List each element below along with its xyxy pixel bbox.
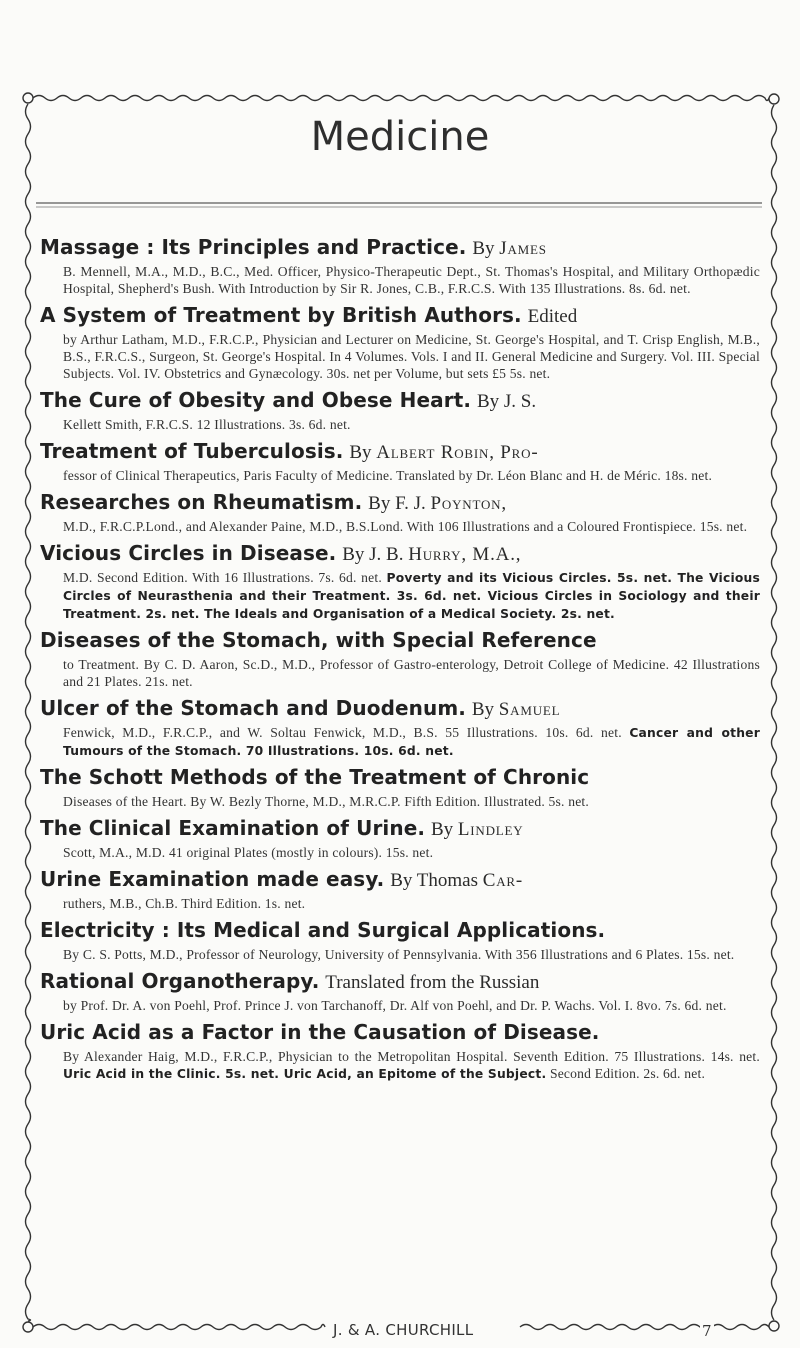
- book-entry: [40, 967, 760, 1015]
- book-by: By J. S.: [476, 391, 537, 412]
- book-description: by Prof. Dr. A. von Poehl, Prof. Prince J. von Tarchanoff, Dr. Alf von Poehl, and Dr. P. Wachs. Vol. I. 8vo. 7s. 6d. net.: [63, 998, 727, 1013]
- book-title: Massage : Its Principles and Practice.: [40, 235, 467, 259]
- related-edition: Second Edition. 2s. 6d. net.: [549, 1066, 706, 1081]
- book-description: Scott, M.A., M.D. 41 original Plates (mostly in colours). 15s. net.: [63, 845, 434, 860]
- page-number: 7: [702, 1322, 712, 1340]
- book-entry: [40, 626, 760, 691]
- book-description: By C. S. Potts, M.D., Professor of Neurology, University of Pennsylvania. With 356 Illustrations and 6 Plates. 15s. net.: [63, 947, 735, 962]
- corner-ornament-bottom-left: [23, 1322, 33, 1332]
- book-title: Urine Examination made easy.: [40, 867, 385, 891]
- wavy-border-right: [772, 105, 777, 1320]
- book-author: Albert Robin, Pro-: [376, 442, 539, 463]
- book-by: By J. B.: [342, 544, 409, 565]
- related-titles: Cancer and other Tumours of the Stomach. 70 Illustrations. 10s. 6d. net.: [63, 726, 760, 758]
- book-title: Uric Acid as a Factor in the Causation of Disease.: [40, 1020, 600, 1044]
- book-entry: [40, 301, 760, 383]
- book-description: M.D., F.R.C.P.Lond., and Alexander Paine, M.D., B.S.Lond. With 106 Illustrations and a Coloured Frontispiece. 15s. net.: [63, 519, 748, 534]
- book-by: Translated from the Russian: [325, 972, 540, 993]
- book-author: Lindley: [457, 819, 524, 840]
- corner-ornament-bottom-right: [769, 1321, 779, 1331]
- book-by: By: [471, 699, 499, 720]
- book-entry: [40, 233, 760, 298]
- book-description: Diseases of the Heart. By W. Bezly Thorne, M.D., M.R.C.P. Fifth Edition. Illustrated. 5s. net.: [63, 794, 590, 809]
- related-titles: Poverty and its Vicious Circles. 5s. net. The Vicious Circles of Neurasthenia and their Treatment. 3s. 6d. net. Vicious Circles in Sociology and their Treatment. 2s. net. The Ideals and Organisation of a Medical Society. 2s. net.: [63, 571, 760, 621]
- book-entry: [40, 763, 760, 811]
- wavy-border-bottom-right: [520, 1325, 769, 1330]
- book-entry: [40, 1018, 760, 1083]
- book-entry: [40, 386, 760, 434]
- book-entry: [40, 488, 760, 536]
- book-by: By: [349, 442, 377, 463]
- book-description: B. Mennell, M.A., M.D., B.C., Med. Officer, Physico-Therapeutic Dept., St. Thomas's Hospital, and Military Orthopædic Hospital, Shepherd's Bush. With Introduction by Sir R. Jones, C.B., F.R.C.S. With 135 Illustrations. 8s. 6d. net.: [63, 264, 760, 296]
- corner-ornament-top-left: [23, 93, 33, 103]
- book-entry: [40, 694, 760, 760]
- book-author: James: [499, 238, 547, 259]
- book-entry: [40, 437, 760, 485]
- book-author: Samuel: [498, 699, 561, 720]
- wavy-border-top: [33, 96, 769, 101]
- book-title: Researches on Rheumatism.: [40, 490, 363, 514]
- book-title: Ulcer of the Stomach and Duodenum.: [40, 696, 466, 720]
- book-author: Hurry, M.A.,: [408, 544, 522, 565]
- book-title: Electricity : Its Medical and Surgical Applications.: [40, 918, 606, 942]
- book-description: Kellett Smith, F.R.C.S. 12 Illustrations. 3s. 6d. net.: [63, 417, 351, 432]
- corner-ornament-top-right: [769, 94, 779, 104]
- book-description: By Alexander Haig, M.D., F.R.C.P., Physician to the Metropolitan Hospital. Seventh Edition. 75 Illustrations. 14s. net.: [63, 1049, 760, 1064]
- book-author: Poynton,: [430, 493, 507, 514]
- book-description: ruthers, M.B., Ch.B. Third Edition. 1s. net.: [63, 896, 306, 911]
- book-title: The Cure of Obesity and Obese Heart.: [40, 388, 472, 412]
- book-author: Car-: [482, 870, 524, 891]
- wavy-border-bottom-left: [33, 1325, 325, 1330]
- book-by: By Thomas: [390, 870, 483, 891]
- book-description: to Treatment. By C. D. Aaron, Sc.D., M.D., Professor of Gastro-enterology, Detroit College of Medicine. 42 Illustrations and 21 Plates. 21s. net.: [63, 657, 760, 689]
- book-description: by Arthur Latham, M.D., F.R.C.P., Physician and Lecturer on Medicine, St. George's Hospital, and T. Crisp English, M.B., B.S., F.R.C.S., Surgeon, St. George's Hospital. In 4 Volumes. Vols. I and II. General Medicine and Surgery. Vol. III. Special Subjects. Vol. IV. Obstetrics and Gynæcology. 30s. net per Volume, but sets £5 5s. net.: [63, 332, 760, 381]
- book-entry: [40, 814, 760, 862]
- book-description: M.D. Second Edition. With 16 Illustrations. 7s. 6d. net.: [63, 570, 382, 585]
- book-by: By F. J.: [368, 493, 431, 514]
- book-title: Rational Organotherapy.: [40, 969, 320, 993]
- book-entry: [40, 539, 760, 623]
- book-title: A System of Treatment by British Authors.: [40, 303, 522, 327]
- related-titles: Uric Acid in the Clinic. 5s. net. Uric Acid, an Epitome of the Subject.: [63, 1067, 547, 1081]
- book-list: [40, 233, 760, 1086]
- book-description: Fenwick, M.D., F.R.C.P., and W. Soltau Fenwick, M.D., B.S. 55 Illustrations. 10s. 6d. net.: [63, 725, 622, 740]
- book-title: Treatment of Tuberculosis.: [40, 439, 344, 463]
- page-title: Medicine: [310, 114, 490, 160]
- book-title: Vicious Circles in Disease.: [40, 541, 337, 565]
- book-entry: [40, 865, 760, 913]
- publisher-footer: J. & A. CHURCHILL: [329, 1321, 477, 1339]
- book-title: The Schott Methods of the Treatment of Chronic: [40, 765, 590, 789]
- wavy-border-left: [26, 104, 31, 1321]
- book-title: Diseases of the Stomach, with Special Reference: [40, 628, 597, 652]
- book-title: The Clinical Examination of Urine.: [40, 816, 426, 840]
- book-by: By: [430, 819, 458, 840]
- book-by: Edited: [527, 306, 578, 327]
- book-description: fessor of Clinical Therapeutics, Paris Faculty of Medicine. Translated by Dr. Léon Blanc and H. de Méric. 18s. net.: [63, 468, 713, 483]
- book-by: By: [472, 238, 500, 259]
- book-entry: [40, 916, 760, 964]
